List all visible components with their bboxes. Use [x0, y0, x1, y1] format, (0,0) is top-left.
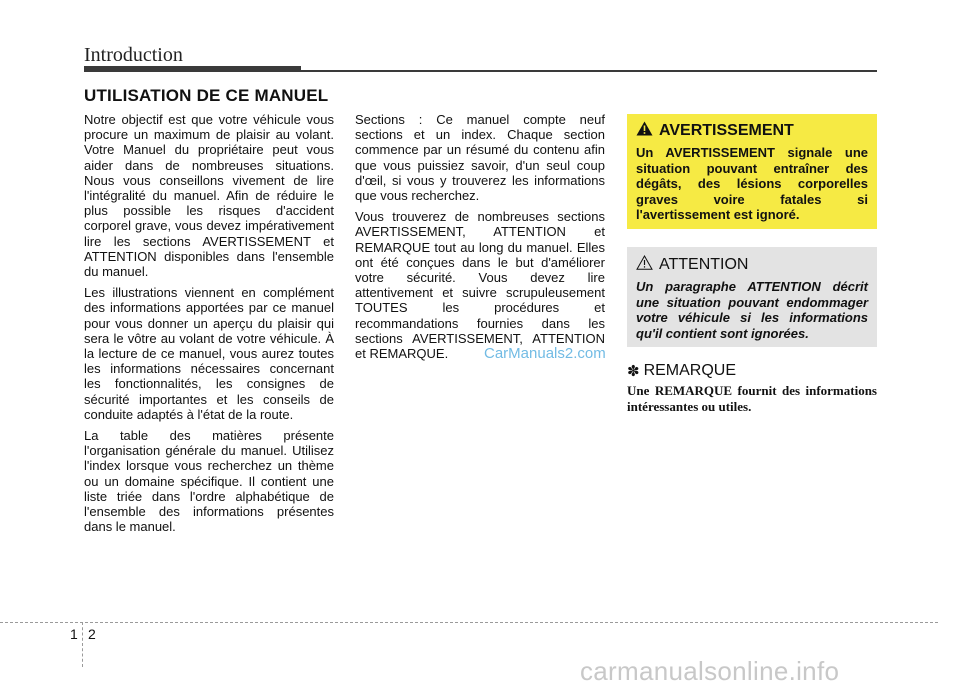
caution-box	[627, 247, 877, 347]
caution-text: Un paragraphe ATTENTION décrit une situation pouvant endommager votre véhicule si les informations qu'il contient sont ignorées.	[636, 279, 868, 341]
warning-header	[636, 121, 868, 141]
paragraph: La table des matières présente l'organisation générale du manuel. Utilisez l'index lorsque vous recherchez un thème ou un domaine spécifique. Il contient une liste triée dans l'ordre alphabétique de l'ensemble des informations présentes dans le manuel.	[84, 428, 334, 535]
chapter-title: Introduction	[84, 44, 183, 66]
paragraph: Vous trouverez de nombreuses sections AVERTISSEMENT, ATTENTION et REMARQUE tout au long du manuel. Elles ont été conçues dans le but d'améliorer votre sécurité. Vous devez lire attentivement et suivre scrupuleusement TOUTES les procédures et recommandations fournies dans les sections AVERTISSEMENT, ATTENTION et REMARQUE.	[355, 209, 605, 362]
warning-text: Un AVERTISSEMENT signale une situation pouvant entraîner des dégâts, des lésions corporelles graves voire fatales si l'avertissement est ignoré.	[636, 145, 868, 223]
caution-header	[636, 255, 868, 275]
watermark-carmanualsonline: carmanualsonline.info	[580, 656, 840, 686]
paragraph: Sections : Ce manuel compte neuf sections et un index. Chaque section commence par un résumé du contenu afin que vous puissiez savoir, d'un seul coup d'œil, si vous y trouverez les informations que vous recherchez.	[355, 112, 605, 204]
caution-triangle-icon	[636, 255, 653, 275]
warning-triangle-icon	[636, 121, 653, 141]
asterisk-icon: ✽	[627, 363, 640, 380]
section-title: UTILISATION DE CE MANUEL	[84, 86, 329, 105]
text-column-2	[355, 112, 605, 367]
watermark-carmanuals2: CarManuals2.com	[484, 345, 606, 362]
note-text: Une REMARQUE fournit des informations intéressantes ou utiles.	[627, 383, 877, 414]
chapter-number: 1	[70, 626, 78, 642]
header-rule-thick	[84, 66, 301, 72]
warning-box	[627, 114, 877, 229]
footer-dashed-divider	[82, 622, 83, 667]
footer-dashed-rule	[0, 622, 938, 623]
paragraph: Notre objectif est que votre véhicule vous procure un maximum de plaisir au volant. Votre Manuel du propriétaire peut vous aider dans de nombreuses situations. Nous vous conseillons vivement de lire l'intégralité du manuel. Afin de réduire le plus possible les risques d'accident corporel grave, vous devez impérativement lire les sections AVERTISSEMENT et ATTENTION disponibles dans l'ensemble du manuel.	[84, 112, 334, 280]
header-rule-thin	[301, 70, 877, 72]
note-title: REMARQUE	[643, 362, 737, 379]
note-header	[627, 362, 736, 380]
paragraph: Les illustrations viennent en complément des informations apportées par ce manuel pour vous donner un aperçu du plaisir qui sera le vôtre au volant de votre véhicule. À la lecture de ce manuel, vous aurez toutes les informations nécessaires concernant les fonctionnalités, les consignes de sécurité importantes et les conseils de conduite adaptés à l'état de la route.	[84, 285, 334, 422]
warning-title: AVERTISSEMENT	[659, 122, 794, 139]
caution-title: ATTENTION	[659, 256, 749, 273]
page-number: 2	[88, 626, 96, 642]
text-column-1	[84, 112, 334, 540]
